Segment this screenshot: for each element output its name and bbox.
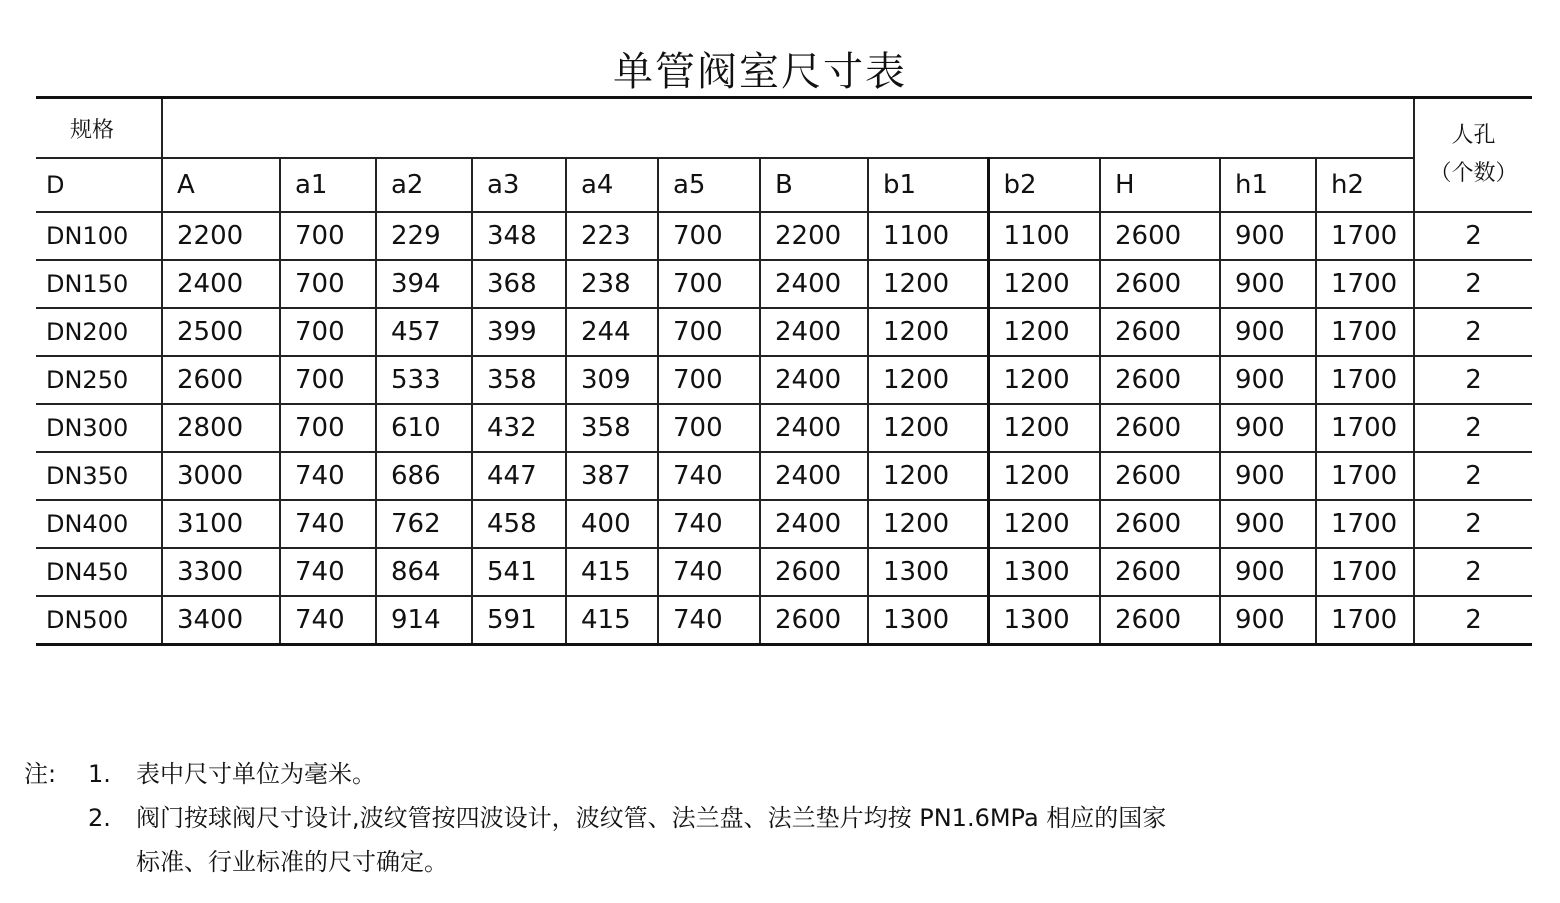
column-header-a5: a5 <box>658 158 760 212</box>
column-header-h1: h1 <box>1220 158 1316 212</box>
table-cell: 740 <box>280 452 376 500</box>
column-header-a: A <box>162 158 280 212</box>
table-row <box>36 260 1532 308</box>
table-row <box>36 356 1532 404</box>
table-cell: 700 <box>658 404 760 452</box>
table-cell: 610 <box>376 404 472 452</box>
table-cell: 1700 <box>1316 548 1414 596</box>
table-cell: 309 <box>566 356 658 404</box>
table-cell: 2600 <box>1100 548 1220 596</box>
table-cell: 399 <box>472 308 566 356</box>
table-cell: 1200 <box>988 404 1100 452</box>
table-cell: 700 <box>658 308 760 356</box>
table-row <box>36 500 1532 548</box>
table-row <box>36 596 1532 645</box>
table-cell: 2600 <box>760 548 868 596</box>
table-cell: 914 <box>376 596 472 645</box>
table-cell: 1300 <box>988 596 1100 645</box>
table-row <box>36 452 1532 500</box>
manhole-label-line1: 人孔 <box>1451 123 1496 148</box>
table-cell: 900 <box>1220 308 1316 356</box>
header-row-top <box>36 98 1532 159</box>
table-cell: 1200 <box>988 452 1100 500</box>
column-header-b2: b2 <box>988 158 1100 212</box>
table-cell: 1200 <box>988 356 1100 404</box>
column-header-b1: b1 <box>868 158 988 212</box>
spec-label: 规格 <box>36 98 162 159</box>
table-cell: 1200 <box>988 260 1100 308</box>
dimensions-table <box>36 96 1532 646</box>
note-item-2 <box>24 796 1424 840</box>
row-spec: DN250 <box>36 356 162 404</box>
table-cell: 1700 <box>1316 500 1414 548</box>
manhole-count-cell: 2 <box>1414 500 1532 548</box>
column-header-a3: a3 <box>472 158 566 212</box>
table-cell: 3000 <box>162 452 280 500</box>
table-cell: 2600 <box>162 356 280 404</box>
table-cell: 2600 <box>1100 308 1220 356</box>
table-cell: 900 <box>1220 356 1316 404</box>
manhole-count-cell: 2 <box>1414 452 1532 500</box>
table-cell: 1200 <box>868 308 988 356</box>
table-cell: 700 <box>658 356 760 404</box>
table-cell: 1200 <box>868 260 988 308</box>
table-cell: 2600 <box>1100 500 1220 548</box>
column-header-a1: a1 <box>280 158 376 212</box>
table-row <box>36 212 1532 260</box>
d-label: D <box>36 158 162 212</box>
row-spec: DN150 <box>36 260 162 308</box>
row-spec: DN100 <box>36 212 162 260</box>
table-cell: 700 <box>280 308 376 356</box>
table-cell: 2400 <box>760 308 868 356</box>
notes <box>24 752 1424 884</box>
table-cell: 358 <box>566 404 658 452</box>
table-cell: 348 <box>472 212 566 260</box>
table-cell: 1200 <box>868 356 988 404</box>
table-cell: 1700 <box>1316 260 1414 308</box>
table-cell: 2400 <box>760 500 868 548</box>
table-cell: 1700 <box>1316 308 1414 356</box>
column-header-a4: a4 <box>566 158 658 212</box>
table-cell: 900 <box>1220 212 1316 260</box>
table-cell: 400 <box>566 500 658 548</box>
column-header-a2: a2 <box>376 158 472 212</box>
table-cell: 700 <box>280 260 376 308</box>
table-cell: 740 <box>280 548 376 596</box>
table-cell: 700 <box>280 404 376 452</box>
manhole-count-cell: 2 <box>1414 308 1532 356</box>
table-cell: 740 <box>280 500 376 548</box>
table-cell: 2400 <box>760 260 868 308</box>
table-cell: 1300 <box>988 548 1100 596</box>
table-row <box>36 548 1532 596</box>
table-cell: 740 <box>280 596 376 645</box>
table-cell: 1200 <box>988 500 1100 548</box>
table-cell: 2400 <box>162 260 280 308</box>
table-cell: 900 <box>1220 404 1316 452</box>
table-cell: 700 <box>658 212 760 260</box>
table-cell: 740 <box>658 596 760 645</box>
manhole-count-cell: 2 <box>1414 260 1532 308</box>
table-row <box>36 404 1532 452</box>
table-cell: 432 <box>472 404 566 452</box>
header-row-columns <box>36 158 1532 212</box>
table-cell: 900 <box>1220 260 1316 308</box>
table-cell: 1200 <box>868 404 988 452</box>
table-cell: 2600 <box>1100 260 1220 308</box>
table-cell: 2800 <box>162 404 280 452</box>
column-header-h2: h2 <box>1316 158 1414 212</box>
table-cell: 1100 <box>988 212 1100 260</box>
note-continuation: 标准、行业标准的尺寸确定。 <box>136 848 448 876</box>
table-cell: 541 <box>472 548 566 596</box>
manhole-count-header <box>1414 98 1532 213</box>
table-cell: 700 <box>280 356 376 404</box>
table-cell: 368 <box>472 260 566 308</box>
table-cell: 2600 <box>1100 596 1220 645</box>
table-cell: 458 <box>472 500 566 548</box>
table-cell: 591 <box>472 596 566 645</box>
table-cell: 447 <box>472 452 566 500</box>
manhole-count-cell: 2 <box>1414 404 1532 452</box>
column-header-h: H <box>1100 158 1220 212</box>
table-cell: 457 <box>376 308 472 356</box>
column-header-b: B <box>760 158 868 212</box>
note-item-1 <box>24 752 1424 796</box>
table-cell: 394 <box>376 260 472 308</box>
table-cell: 1700 <box>1316 212 1414 260</box>
table-cell: 1300 <box>868 596 988 645</box>
table-cell: 700 <box>280 212 376 260</box>
table-cell: 2200 <box>760 212 868 260</box>
table-cell: 740 <box>658 452 760 500</box>
table-cell: 700 <box>658 260 760 308</box>
note-text: 阀门按球阀尺寸设计,波纹管按四波设计，波纹管、法兰盘、法兰垫片均按 PN1.6MPa 相应的国家 <box>136 804 1167 832</box>
table-cell: 533 <box>376 356 472 404</box>
table-cell: 864 <box>376 548 472 596</box>
manhole-count-cell: 2 <box>1414 212 1532 260</box>
table-cell: 2400 <box>760 404 868 452</box>
table-cell: 1200 <box>988 308 1100 356</box>
note-text: 表中尺寸单位为毫米。 <box>136 760 376 788</box>
table-cell: 2600 <box>760 596 868 645</box>
table-cell: 762 <box>376 500 472 548</box>
table-cell: 229 <box>376 212 472 260</box>
header-spacer <box>162 98 1414 159</box>
table-cell: 2400 <box>760 452 868 500</box>
table-cell: 2400 <box>760 356 868 404</box>
manhole-label-line2: （个数） <box>1429 161 1518 186</box>
table-cell: 415 <box>566 548 658 596</box>
table-cell: 238 <box>566 260 658 308</box>
table-cell: 1700 <box>1316 404 1414 452</box>
table-cell: 740 <box>658 500 760 548</box>
row-spec: DN400 <box>36 500 162 548</box>
row-spec: DN450 <box>36 548 162 596</box>
table-cell: 686 <box>376 452 472 500</box>
row-spec: DN300 <box>36 404 162 452</box>
table-cell: 3300 <box>162 548 280 596</box>
table-cell: 358 <box>472 356 566 404</box>
table-cell: 3100 <box>162 500 280 548</box>
table-cell: 1300 <box>868 548 988 596</box>
table-cell: 2600 <box>1100 404 1220 452</box>
table-cell: 415 <box>566 596 658 645</box>
table-cell: 2600 <box>1100 356 1220 404</box>
table-cell: 223 <box>566 212 658 260</box>
table-cell: 2500 <box>162 308 280 356</box>
table-cell: 900 <box>1220 500 1316 548</box>
table-cell: 740 <box>658 548 760 596</box>
table-cell: 900 <box>1220 596 1316 645</box>
page-title: 单管阀室尺寸表 <box>613 49 907 95</box>
table-cell: 3400 <box>162 596 280 645</box>
notes-label: 注: <box>24 760 57 788</box>
table-cell: 2200 <box>162 212 280 260</box>
row-spec: DN200 <box>36 308 162 356</box>
row-spec: DN350 <box>36 452 162 500</box>
table-cell: 1700 <box>1316 596 1414 645</box>
table-cell: 1700 <box>1316 356 1414 404</box>
table-cell: 1200 <box>868 500 988 548</box>
manhole-count-cell: 2 <box>1414 596 1532 645</box>
manhole-count-cell: 2 <box>1414 548 1532 596</box>
table-cell: 387 <box>566 452 658 500</box>
table-cell: 1700 <box>1316 452 1414 500</box>
note-number: 2. <box>88 804 111 832</box>
table-cell: 900 <box>1220 548 1316 596</box>
note-number: 1. <box>88 760 111 788</box>
table-cell: 2600 <box>1100 212 1220 260</box>
table-cell: 1200 <box>868 452 988 500</box>
manhole-count-cell: 2 <box>1414 356 1532 404</box>
table-cell: 244 <box>566 308 658 356</box>
row-spec: DN500 <box>36 596 162 645</box>
table-row <box>36 308 1532 356</box>
table-cell: 1100 <box>868 212 988 260</box>
table-cell: 900 <box>1220 452 1316 500</box>
table-cell: 2600 <box>1100 452 1220 500</box>
